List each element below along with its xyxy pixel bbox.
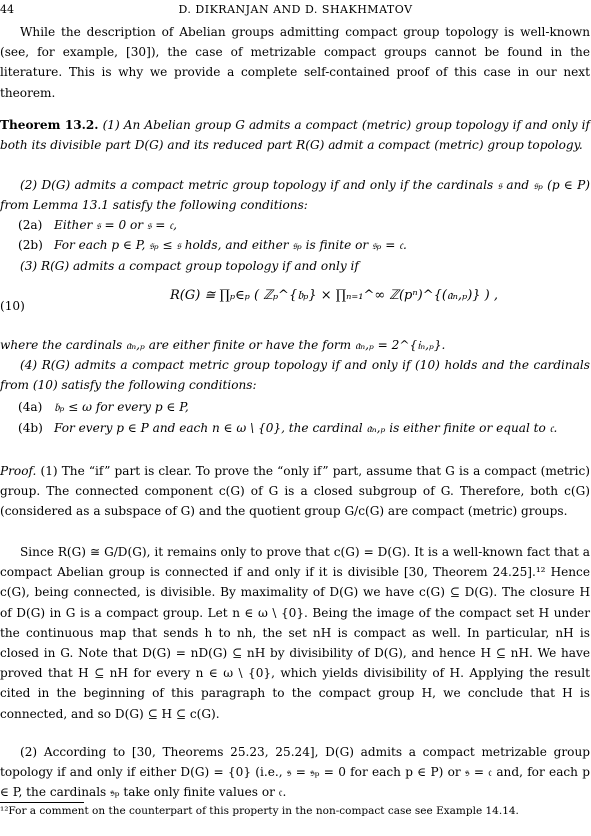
condition-4a-label: (4a) <box>18 400 43 414</box>
footnote-rule <box>0 802 84 803</box>
intro-paragraph: While the description of Abelian groups admitting compact group topology is well-known (see, for example, [30]), the case of metrizable compact groups cannot be found in the literature. This is why we provide a complete self-contained proof of this case in our next theorem. <box>0 25 590 100</box>
proof-paragraph-2: Since R(G) ≅ G/D(G), it remains only to prove that c(G) = D(G). It is a well-known fact that a compact Abelian group is connected if and only if it is divisible [30, Theorem 24.25].¹² Hence c(G), being connected, is divisible. By maximality of D(G) we have c(G) ⊆ D(G). The closure H of D(G) in G is a compact group. Let n ∈ ω \ {0}. Being the image of the compact set H under the continuous map that sends h to nh, the set nH is compact as well. In particular, nH is closed in G. Note that D(G) = nD(G) ⊆ nH by divisibility of D(G), and hence H ⊆ nH. We have proved that H ⊆ nH for every n ∈ ω \ {0}, which yields divisibility of H. Applying the result cited in the beginning of this paragraph to the compact group H, we conclude that H is connected, and so D(G) ⊆ H ⊆ c(G). <box>0 545 590 721</box>
proof-label: Proof. <box>0 464 37 478</box>
theorem-part-1 <box>0 115 590 155</box>
proof-paragraph-1-text: (1) The “if” part is clear. To prove the “only if” part, assume that G is a compact (metric) group. The connected component c(G) of G is a closed subgroup of G. Therefore, both c(G) (considered as a subspace of G) and the quotient group G/c(G) are compact (metric) groups. <box>0 464 590 519</box>
proof-paragraph-1 <box>0 461 590 522</box>
theorem-label: Theorem 13.2. <box>0 118 99 132</box>
equation-number: (10) <box>0 299 25 313</box>
equation-10 <box>0 280 591 336</box>
page-header <box>0 0 591 20</box>
proof-paragraph-3: (2) According to [30, Theorems 25.23, 25.24], D(G) admits a compact metrizable group topology if and only if either D(G) = {0} (i.e., 𝔰 = 𝔰ₚ = 0 for each p ∈ P) or 𝔰 = 𝔠 and, for each p ∈ P, the cardinals 𝔰ₚ take only finite values or 𝔠. <box>0 745 590 800</box>
theorem-part-3: (3) R(G) admits a compact group topology if and only if <box>20 259 359 273</box>
condition-2a-label: (2a) <box>18 218 43 232</box>
theorem-part-4: (4) R(G) admits a compact metric group topology if and only if (10) holds and the cardinals from (10) satisfy the following conditions: <box>0 358 590 393</box>
condition-2a-text: Either 𝔰 = 0 or 𝔰 = 𝔠, <box>54 218 177 232</box>
condition-4b-label: (4b) <box>18 421 43 435</box>
footnote: ¹²For a comment on the counterpart of this property in the non-compact case see Example 14.14. <box>0 805 519 817</box>
equation-note: where the cardinals 𝔞ₙ,ₚ are either finite or have the form 𝔞ₙ,ₚ = 2^{𝔦ₙ,ₚ}. <box>0 338 446 352</box>
page-number: 44 <box>0 3 14 16</box>
condition-2b-text: For each p ∈ P, 𝔰ₚ ≤ 𝔰 holds, and either 𝔰ₚ is finite or 𝔰ₚ = 𝔠. <box>54 238 407 252</box>
equation-body: R(G) ≅ ∏ₚ∈ₚ ( ℤₚ^{𝔟ₚ} × ∏ₙ₌₁^∞ ℤ(pⁿ)^{(𝔞ₙ,ₚ)} ) , <box>170 288 499 303</box>
running-head: D. DIKRANJAN AND D. SHAKHMATOV <box>178 3 413 16</box>
theorem-part-1-text: (1) An Abelian group G admits a compact (metric) group topology if and only if both its divisible part D(G) and its reduced part R(G) admit a compact (metric) group topology. <box>0 118 590 153</box>
condition-2b-label: (2b) <box>18 238 43 252</box>
condition-4b-text: For every p ∈ P and each n ∈ ω \ {0}, the cardinal 𝔞ₙ,ₚ is either finite or equal to 𝔠. <box>54 421 558 435</box>
condition-4a-text: 𝔟ₚ ≤ ω for every p ∈ P, <box>54 400 189 414</box>
theorem-part-2: (2) D(G) admits a compact metric group topology if and only if the cardinals 𝔰 and 𝔰ₚ (p ∈ P) from Lemma 13.1 satisfy the following conditions: <box>0 178 590 213</box>
